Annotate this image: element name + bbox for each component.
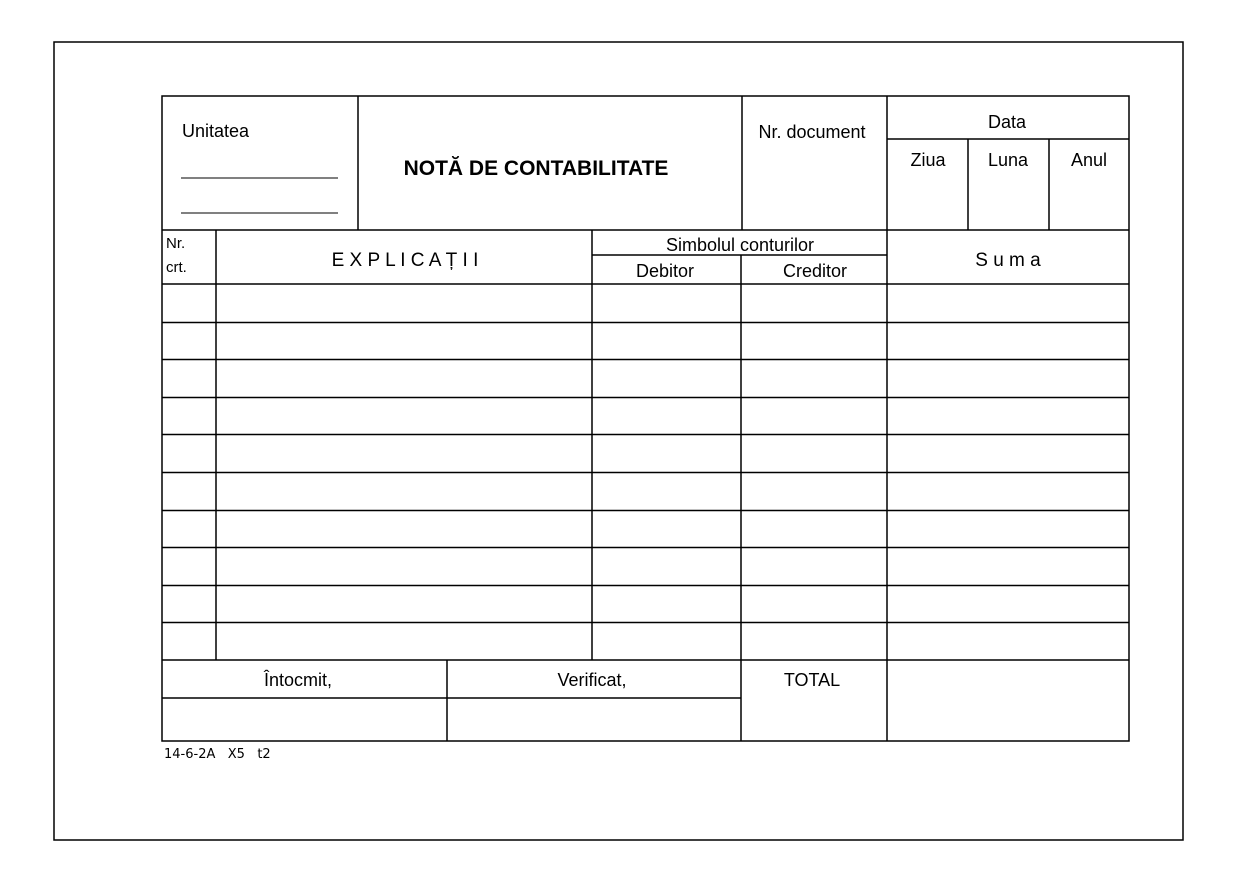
prepared-label: Întocmit, xyxy=(263,670,333,690)
unit-fill-lines xyxy=(181,178,338,213)
sum-label: S u m a xyxy=(975,250,1041,271)
credit-label: Creditor xyxy=(782,261,848,281)
form-frame xyxy=(162,96,1129,741)
doc-number-label: Nr. document xyxy=(758,122,866,142)
table-header xyxy=(162,230,1129,741)
form-code: 14-6-2A X5 t2 xyxy=(164,747,271,762)
nr-label-line1: Nr. xyxy=(166,235,186,252)
day-label: Ziua xyxy=(910,150,946,170)
table-rows xyxy=(162,323,1129,623)
total-label: TOTAL xyxy=(783,670,841,690)
date-label: Data xyxy=(987,112,1027,132)
nr-label-line2: crt. xyxy=(166,259,187,276)
verified-label: Verificat, xyxy=(557,670,627,690)
accounts-label: Simbolul conturilor xyxy=(665,235,815,255)
debit-label: Debitor xyxy=(635,261,695,281)
explanations-label: E X P L I C A Ț I I xyxy=(331,250,479,271)
form-title: NOTĂ DE CONTABILITATE xyxy=(403,157,669,180)
year-label: Anul xyxy=(1070,150,1108,170)
month-label: Luna xyxy=(987,150,1029,170)
unit-label: Unitatea xyxy=(182,121,250,141)
